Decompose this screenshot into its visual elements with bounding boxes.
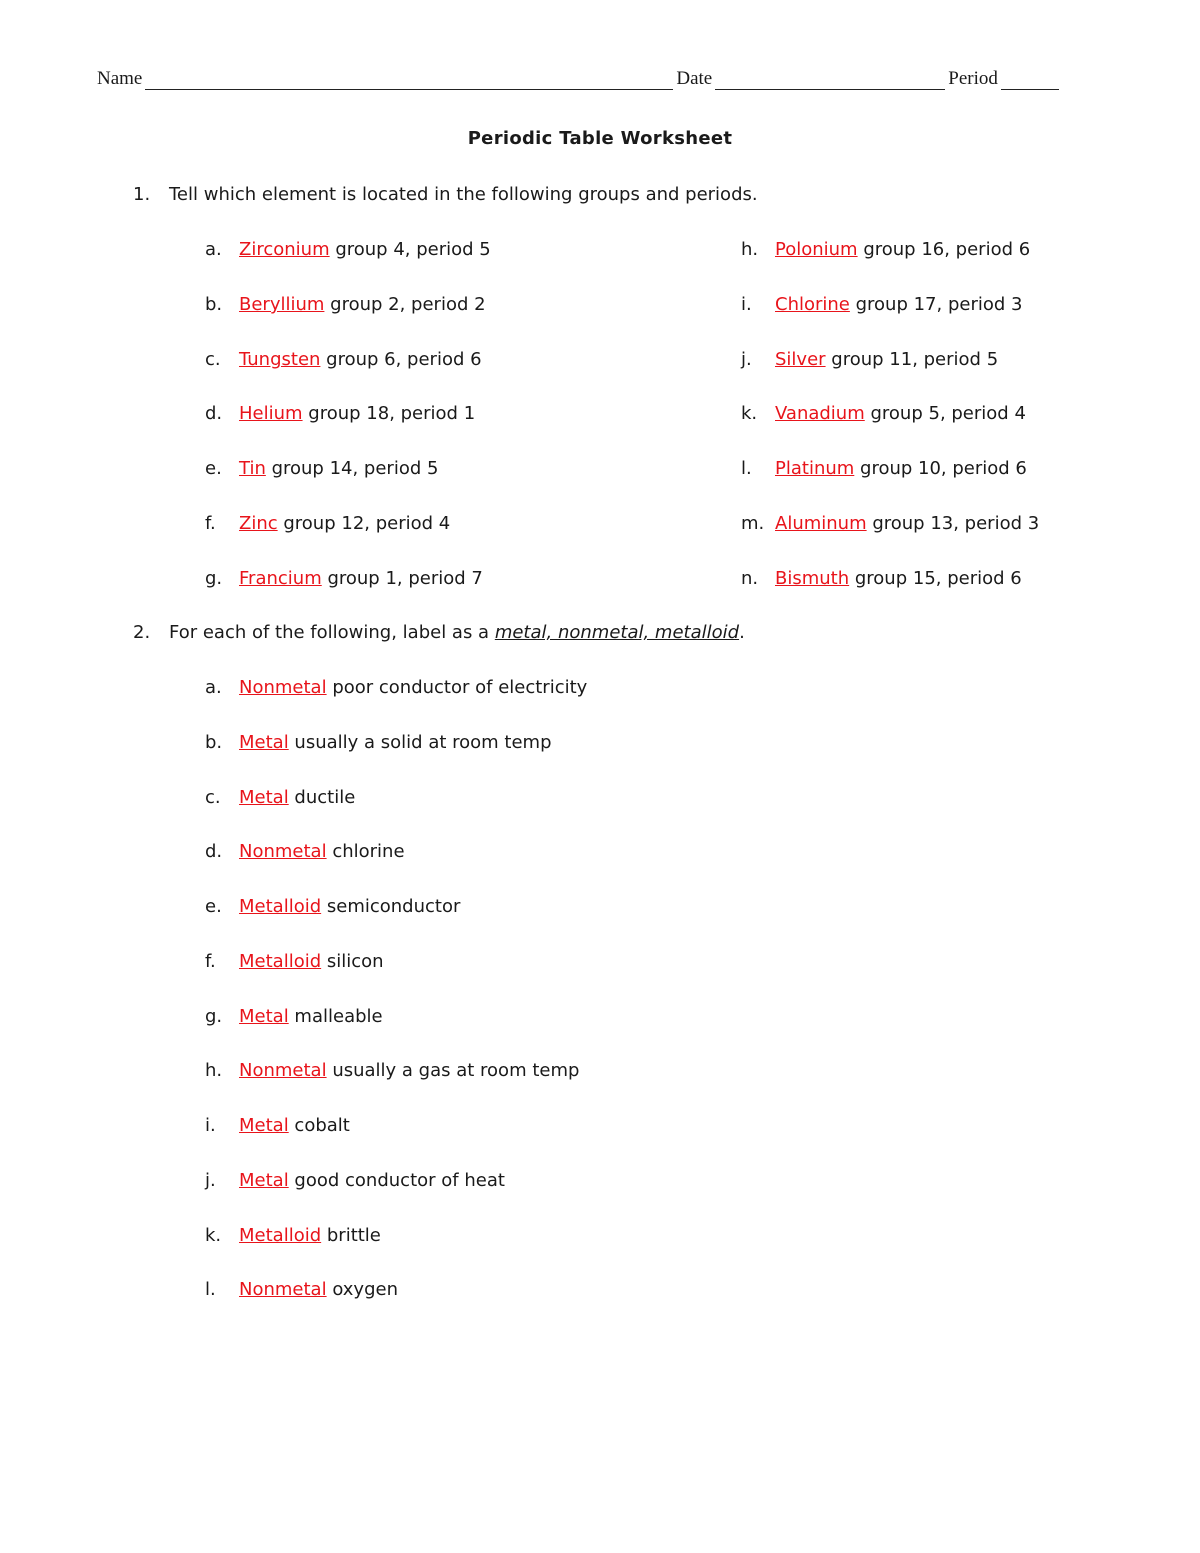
- answer: Metalloid: [239, 896, 322, 917]
- item-text: group 4, period 5: [329, 239, 491, 260]
- item-text: group 15, period 6: [849, 568, 1022, 589]
- item-text: malleable: [288, 1006, 383, 1027]
- list-item: [205, 677, 587, 698]
- item-text: usually a gas at room temp: [326, 1060, 580, 1081]
- item-text: group 17, period 3: [849, 294, 1023, 315]
- item-letter: h.: [205, 1060, 223, 1081]
- item-letter: n.: [741, 568, 759, 589]
- answer: Metal: [239, 787, 289, 808]
- item-text: usually a solid at room temp: [288, 732, 552, 753]
- item-text: brittle: [321, 1225, 381, 1246]
- worksheet-header: [97, 68, 1077, 90]
- item-letter: b.: [205, 294, 223, 315]
- list-item: [741, 294, 1022, 315]
- list-item: [741, 568, 1022, 589]
- list-item: [205, 1225, 381, 1246]
- item-text: cobalt: [288, 1115, 350, 1136]
- question-number: 1.: [133, 184, 151, 205]
- list-item: [205, 1170, 505, 1191]
- answer: Vanadium: [775, 403, 865, 424]
- answer: Chlorine: [775, 294, 850, 315]
- list-item: [741, 458, 1027, 479]
- answer: Zinc: [239, 513, 278, 534]
- answer: Tungsten: [239, 349, 321, 370]
- page-title: Periodic Table Worksheet: [467, 128, 733, 149]
- item-text: oxygen: [326, 1279, 398, 1300]
- answer: Metalloid: [239, 1225, 322, 1246]
- question-2-prompt: [133, 622, 745, 643]
- item-text: group 2, period 2: [324, 294, 486, 315]
- answer: Platinum: [775, 458, 855, 479]
- answer: Silver: [775, 349, 826, 370]
- item-text: ductile: [288, 787, 356, 808]
- question-emphasis: metal, nonmetal, metalloid: [494, 622, 740, 643]
- item-letter: c.: [205, 787, 221, 808]
- answer: Nonmetal: [239, 1279, 327, 1300]
- answer: Nonmetal: [239, 841, 327, 862]
- item-letter: g.: [205, 568, 223, 589]
- list-item: [205, 1060, 579, 1081]
- list-item: [741, 239, 1030, 260]
- list-item: [205, 513, 450, 534]
- answer: Aluminum: [775, 513, 867, 534]
- item-text: group 10, period 6: [854, 458, 1027, 479]
- question-number: 2.: [133, 622, 151, 643]
- question-text-end: .: [739, 622, 745, 643]
- item-letter: d.: [205, 841, 223, 862]
- item-text: group 6, period 6: [320, 349, 482, 370]
- item-letter: i.: [741, 294, 752, 315]
- list-item: [741, 403, 1026, 424]
- list-item: [205, 1006, 383, 1027]
- list-item: [205, 1115, 350, 1136]
- item-letter: e.: [205, 458, 222, 479]
- answer: Tin: [239, 458, 266, 479]
- item-text: group 13, period 3: [866, 513, 1040, 534]
- answer: Zirconium: [239, 239, 330, 260]
- list-item: [205, 841, 405, 862]
- answer: Nonmetal: [239, 1060, 327, 1081]
- item-letter: l.: [205, 1279, 216, 1300]
- list-item: [205, 349, 482, 370]
- period-label: Period: [948, 68, 998, 89]
- item-letter: a.: [205, 677, 222, 698]
- answer: Nonmetal: [239, 677, 327, 698]
- item-letter: i.: [205, 1115, 216, 1136]
- list-item: [205, 951, 384, 972]
- item-letter: c.: [205, 349, 221, 370]
- item-text: group 12, period 4: [277, 513, 451, 534]
- answer: Bismuth: [775, 568, 850, 589]
- item-text: group 1, period 7: [321, 568, 483, 589]
- item-text: group 5, period 4: [864, 403, 1026, 424]
- answer: Helium: [239, 403, 303, 424]
- answer: Metal: [239, 1170, 289, 1191]
- answer: Polonium: [775, 239, 858, 260]
- list-item: [205, 403, 475, 424]
- list-item: [205, 732, 552, 753]
- list-item: [205, 568, 483, 589]
- list-item: [205, 896, 460, 917]
- item-text: group 14, period 5: [265, 458, 439, 479]
- name-label: Name: [97, 68, 143, 89]
- item-letter: g.: [205, 1006, 223, 1027]
- date-label: Date: [676, 68, 713, 89]
- list-item: [205, 294, 486, 315]
- item-text: silicon: [321, 951, 384, 972]
- period-blank[interactable]: [1001, 69, 1059, 90]
- item-letter: f.: [205, 951, 216, 972]
- item-text: good conductor of heat: [288, 1170, 505, 1191]
- item-letter: k.: [205, 1225, 222, 1246]
- answer: Metalloid: [239, 951, 322, 972]
- item-letter: f.: [205, 513, 216, 534]
- item-letter: m.: [741, 513, 765, 534]
- item-text: group 16, period 6: [857, 239, 1031, 260]
- question-1-prompt: [133, 184, 758, 205]
- answer: Metal: [239, 732, 289, 753]
- item-letter: j.: [741, 349, 752, 370]
- answer: Metal: [239, 1115, 289, 1136]
- item-text: group 11, period 5: [825, 349, 999, 370]
- item-letter: a.: [205, 239, 222, 260]
- item-text: chlorine: [326, 841, 405, 862]
- answer: Metal: [239, 1006, 289, 1027]
- list-item: [741, 349, 998, 370]
- list-item: [205, 1279, 398, 1300]
- item-letter: k.: [741, 403, 758, 424]
- item-letter: l.: [741, 458, 752, 479]
- item-letter: b.: [205, 732, 223, 753]
- item-text: group 18, period 1: [302, 403, 476, 424]
- list-item: [205, 239, 491, 260]
- item-text: poor conductor of electricity: [326, 677, 588, 698]
- item-letter: j.: [205, 1170, 216, 1191]
- answer: Francium: [239, 568, 322, 589]
- item-letter: e.: [205, 896, 222, 917]
- list-item: [741, 513, 1039, 534]
- list-item: [205, 787, 355, 808]
- item-letter: d.: [205, 403, 223, 424]
- item-text: semiconductor: [321, 896, 461, 917]
- list-item: [205, 458, 438, 479]
- question-text: For each of the following, label as a: [169, 622, 495, 643]
- answer: Beryllium: [239, 294, 325, 315]
- question-text: Tell which element is located in the following groups and periods.: [169, 184, 758, 205]
- date-blank[interactable]: [715, 69, 945, 90]
- name-blank[interactable]: [145, 69, 673, 90]
- item-letter: h.: [741, 239, 759, 260]
